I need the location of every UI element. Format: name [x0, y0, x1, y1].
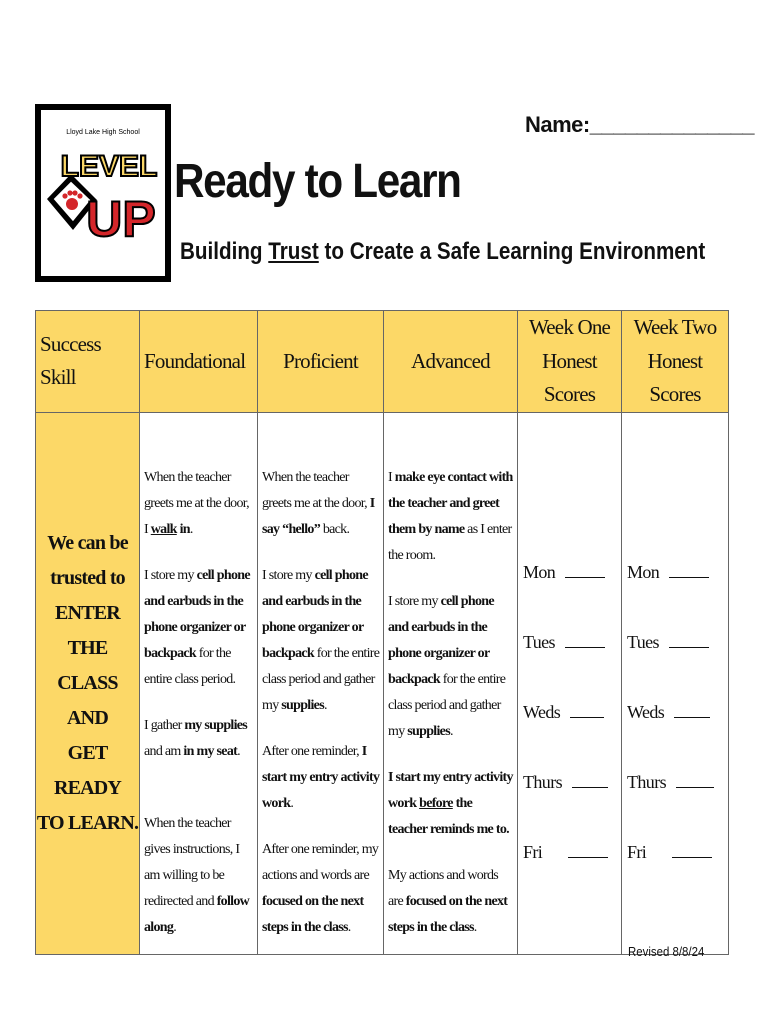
advanced-cell: I make eye contact with the teacher and greet them by name as I enter the room. I store my cell phone and earbuds in the phone organizer or backpack for the entire class period and gather my supplies. I start my entry activity work before the teacher reminds me to. My actions and words are focused on the next steps in the class.: [384, 412, 518, 954]
week-two-scores: [622, 412, 729, 954]
level-up-logo: [35, 104, 171, 282]
header-success-skill: Success Skill: [36, 311, 140, 413]
week2-weds[interactable]: Weds: [622, 702, 728, 772]
logo-up-text: UP: [86, 191, 156, 247]
week1-weds[interactable]: Weds: [518, 702, 621, 772]
page-subtitle: Building Trust to Create a Safe Learning Environment: [180, 238, 706, 265]
header-advanced: Advanced: [384, 311, 518, 413]
revised-date: Revised 8/8/24: [628, 944, 705, 959]
week1-thurs[interactable]: Thurs: [518, 772, 621, 842]
table-row: [36, 412, 729, 954]
page-title: Ready to Learn: [174, 155, 461, 208]
header-week-two: Week Two Honest Scores: [622, 311, 729, 413]
success-skill-cell: We can be trusted to ENTER THE CLASS AND GET READY TO LEARN.: [36, 412, 140, 954]
week1-tues[interactable]: Tues: [518, 632, 621, 702]
week2-fri[interactable]: Fri: [622, 842, 728, 912]
name-field[interactable]: Name:______________: [525, 112, 755, 137]
table-header-row: [36, 311, 729, 413]
week2-thurs[interactable]: Thurs: [622, 772, 728, 842]
week-one-scores: [518, 412, 622, 954]
header-proficient: Proficient: [258, 311, 384, 413]
header-week-one: Week One Honest Scores: [518, 311, 622, 413]
week1-fri[interactable]: Fri: [518, 842, 621, 912]
proficient-cell: When the teacher greets me at the door, I say “hello” back. I store my cell phone and earbuds in the phone organizer or backpack for the entire class period and gather my supplies. After one reminder, I start my entry activity work. After one reminder, my actions and words are focused on the next steps in the class.: [258, 412, 384, 954]
rubric-table: [35, 310, 729, 955]
week2-mon[interactable]: Mon: [622, 562, 728, 632]
week1-mon[interactable]: Mon: [518, 562, 621, 632]
foundational-cell: When the teacher greets me at the door, I walk in. I store my cell phone and earbuds in the phone organizer or backpack for the entire class period. I gather my supplies and am in my seat. When the teacher gives instructions, I am willing to be redirected and follow along.: [140, 412, 258, 954]
logo-level-text: LEVEL: [60, 150, 158, 183]
header-foundational: Foundational: [140, 311, 258, 413]
logo-school-text: Lloyd Lake High School: [66, 129, 140, 136]
week2-tues[interactable]: Tues: [622, 632, 728, 702]
